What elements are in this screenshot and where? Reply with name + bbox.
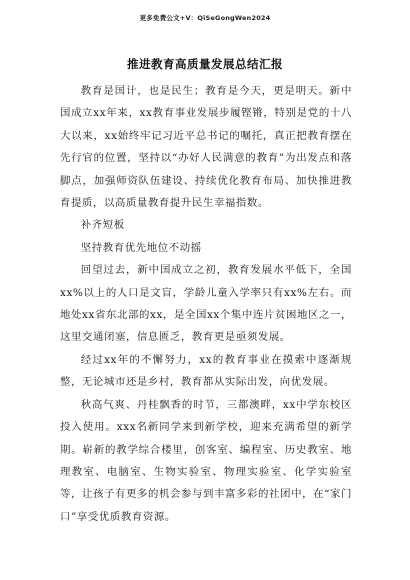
body-paragraph: 回望过去，新中国成立之初，教育发展水平低下，全国xx%以上的人口是文盲，学龄儿童入学率只有xx%左右。而地处xx省东北部的xx，是全国xx个集中连片贫困地区之一，这里交通闭塞，信息匮乏，教育更是亟须发展。	[60, 264, 352, 344]
body-paragraph: 秋高气爽、丹桂飘香的时节，三都澳畔，xx中学东校区投入使用。xxx名新同学来到新学校，迎来充满希望的新学期。崭新的教学综合楼里，创客室、编程室、历史教室、地理教室、电脑室、生物实验室、物理实验室、化学实验室等，让孩子有更多的机会参与到丰富多彩的社团中，在“家门口”享受优质教育资源。	[60, 398, 352, 523]
intro-paragraph: 教育是国计，也是民生；教育是今天，更是明天。新中国成立xx年来，xx教育事业发展步履铿锵，特别是党的十八大以来，xx始终牢记习近平总书记的嘱托，真正把教育摆在先行官的位置，坚持以“办好人民满意的教育”为出发点和落脚点，加强师资队伍建设、持续优化教育布局、加快推进教育提质，以高质量教育提升民生幸福指数。	[60, 85, 352, 210]
document-body	[60, 80, 352, 528]
section-heading: 补齐短板	[80, 219, 125, 232]
body-paragraph: 经过xx年的不懈努力，xx的教育事业在摸索中逐渐规整，无论城市还是乡村，教育都从实际出发，向优发展。	[60, 353, 352, 389]
header-note: 更多免费公文+V：QiSeGongWen2024	[139, 14, 271, 22]
document-title: 推进教育高质量发展总结汇报	[127, 57, 283, 71]
subsection-heading: 坚持教育优先地位不动摇	[80, 241, 202, 254]
